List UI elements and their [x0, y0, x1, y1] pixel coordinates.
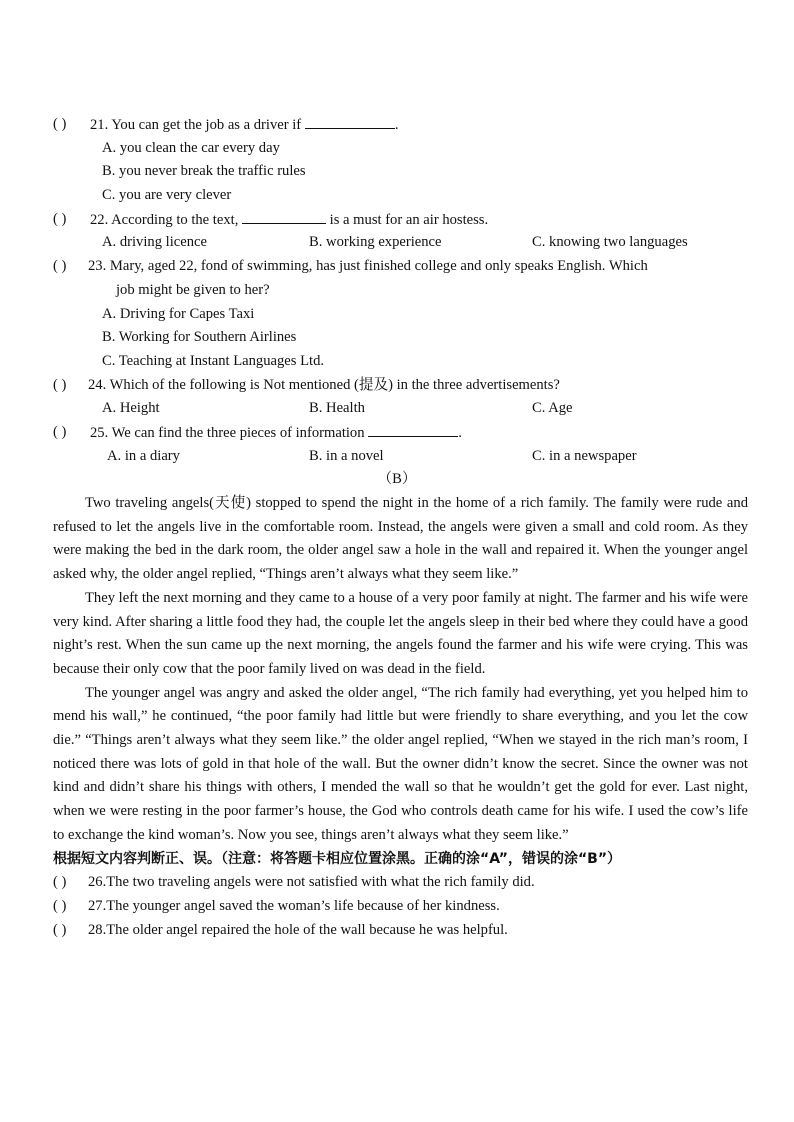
passage-paragraph: They left the next morning and they came to a house of a very poor family at night. The farmer and his wife were very kind. After sharing a little food they had, the couple let the angels sleep in their bed where they could have a good night’s rest. When the sun came up the next morning, the angels found the farmer and his wife were crying. This was because their only cow that the poor family lived on was dead in the field.: [53, 589, 748, 677]
question-24: [0, 374, 794, 398]
answer-paren[interactable]: ( ): [53, 897, 67, 914]
question-text: 27.The younger angel saved the woman’s life because of her kindness.: [88, 897, 500, 914]
options-row: [0, 397, 794, 421]
question-text: 22. According to the text, is a must for an air hostess.: [90, 208, 488, 233]
option-b: B. Working for Southern Airlines: [102, 329, 297, 346]
answer-paren[interactable]: ( ): [53, 210, 67, 227]
question-23-cont: job might be given to her?: [116, 281, 270, 298]
question-text: 28.The older angel repaired the hole of the wall because he was helpful.: [88, 921, 508, 938]
question-text: 21. You can get the job as a driver if .: [90, 113, 398, 138]
answer-paren[interactable]: ( ): [53, 258, 67, 275]
option-b: B. you never break the traffic rules: [102, 163, 306, 180]
answer-blank: [368, 421, 458, 437]
answer-paren[interactable]: ( ): [53, 423, 67, 440]
question-27: [0, 895, 794, 919]
options-row: [0, 445, 794, 469]
exam-page: [0, 113, 794, 942]
option-a: A. Driving for Capes Taxi: [102, 305, 255, 322]
option-c: C. in a newspaper: [532, 447, 637, 464]
answer-paren[interactable]: ( ): [53, 376, 67, 393]
question-text: 24. Which of the following is Not mentioned (提及) in the three advertisements?: [88, 376, 560, 393]
answer-paren[interactable]: ( ): [53, 874, 67, 891]
option-c: C. you are very clever: [102, 187, 232, 204]
answer-paren[interactable]: ( ): [53, 116, 67, 132]
question-21: [0, 113, 794, 137]
question-text: 25. We can find the three pieces of information .: [90, 421, 462, 446]
option-a: A. driving licence: [102, 234, 207, 251]
option-b: B. Health: [309, 400, 365, 417]
options-row: [0, 231, 794, 255]
option-c: C. Age: [532, 400, 573, 417]
question-22: [0, 208, 794, 232]
option-c: C. knowing two languages: [532, 234, 688, 251]
option-b: B. working experience: [309, 234, 442, 251]
instruction-text: 根据短文内容判断正、误。（注意：将答题卡相应位置涂黑。正确的涂“A”，错误的涂“B”）: [53, 850, 622, 867]
option-a: A. you clean the car every day: [102, 139, 280, 156]
section-heading: （B）: [377, 471, 417, 488]
question-28: [0, 919, 794, 943]
option-a: A. in a diary: [107, 447, 180, 464]
passage-paragraph: Two traveling angels(天使) stopped to spend the night in the home of a rich family. The family were rude and refused to let the angels live in the comfortable room. Instead, the angels were given a small and cold room. As they were making the bed in the dark room, the older angel saw a hole in the wall and repaired it. When the younger angel asked why, the older angel replied, “Things aren’t always what they seem like.”: [53, 495, 748, 583]
question-text: 23. Mary, aged 22, fond of swimming, has just finished college and only speaks English. Which: [88, 258, 648, 275]
question-text: 26.The two traveling angels were not satisfied with what the rich family did.: [88, 874, 535, 891]
answer-blank: [242, 208, 326, 224]
answer-paren[interactable]: ( ): [53, 921, 67, 938]
option-c: C. Teaching at Instant Languages Ltd.: [102, 352, 325, 369]
passage-paragraph: The younger angel was angry and asked the older angel, “The rich family had everything, yet you helped him to mend his wall,” he continued, “the poor family had little but were friendly to share everything, and you let the cow die.” “Things aren’t always what they seem like.” the older angel replied, “When we stayed in the rich man’s room, I noticed there was lots of gold in that hole of the wall. But the owner didn’t know the secret. Since the owner was not kind and didn’t share his things with others, I mended the wall so that he wouldn’t get the gold for ever. Last night, when we were resting in the poor farmer’s house, the God who controls death came for his wife. I used the cow’s life to exchange the kind woman’s. Now you see, things aren’t always what they seem like.”: [53, 684, 748, 843]
option-a: A. Height: [102, 400, 160, 417]
question-25: [0, 421, 794, 445]
question-26: [0, 871, 794, 895]
option-b: B. in a novel: [309, 447, 384, 464]
question-23: [0, 255, 794, 279]
answer-blank: [305, 113, 395, 129]
